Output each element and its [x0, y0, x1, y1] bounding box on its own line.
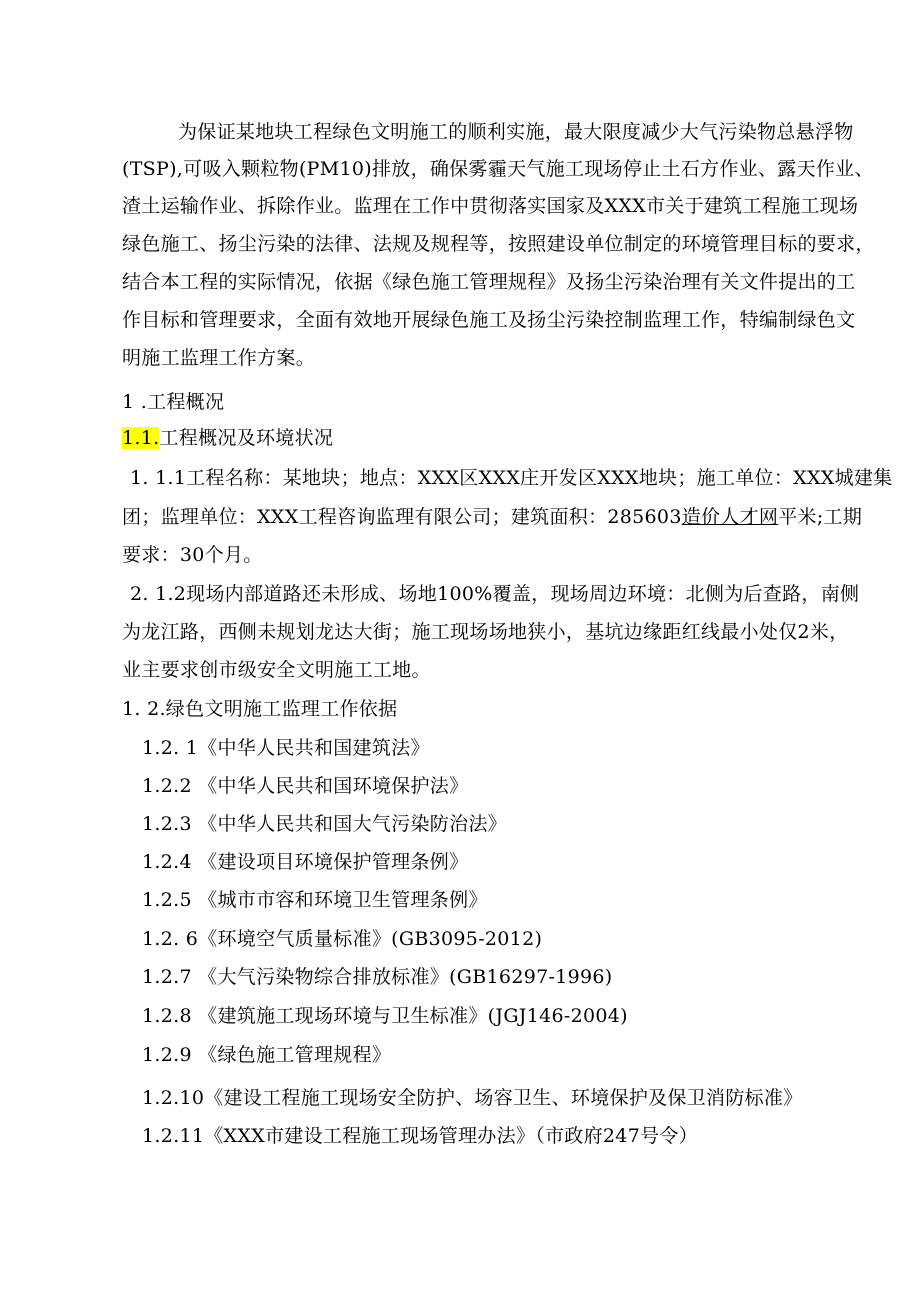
item-1-1-1-line: 1. 1.1工程名称：某地块；地点：XXX区XXX庄开发区XXX地块；施工单位：XXX城建集	[130, 467, 893, 489]
section-heading-1: 1 .工程概况	[122, 391, 225, 413]
item-1-1-1-line	[122, 505, 862, 529]
item-1-1-1-text: 团；监理单位：XXX工程咨询监理有限公司；建筑面积：285603	[122, 506, 682, 528]
section-heading-1-1-title: 工程概况及环境状况	[159, 427, 334, 449]
basis-item: 1.2.8 《建筑施工现场环境与卫生标准》(JGJ146-2004)	[142, 1005, 628, 1027]
intro-line: 为保证某地块工程绿色文明施工的顺利实施，最大限度减少大气污染物总悬浮物	[178, 121, 854, 143]
item-1-1-1-text: 平米;工期	[778, 506, 863, 528]
basis-item: 1.2.11《XXX市建设工程施工现场管理办法》（市政府247号令）	[142, 1125, 698, 1147]
section-heading-1-2: 1. 2.绿色文明施工监理工作依据	[122, 698, 398, 720]
intro-line: 作目标和管理要求，全面有效地开展绿色施工及扬尘污染控制监理工作，特编制绿色文	[122, 309, 856, 331]
item-1-1-2-line: 2. 1.2现场内部道路还未形成、场地100%覆盖，现场周边环境：北侧为后查路，南侧	[130, 583, 860, 605]
highlighted-section-number: 1.1.	[122, 427, 160, 449]
basis-item: 1.2. 1《中华人民共和国建筑法》	[142, 737, 430, 759]
intro-line: 绿色施工、扬尘污染的法律、法规及规程等，按照建设单位制定的环境管理目标的要求，	[122, 233, 875, 255]
basis-item: 1.2.7 《大气污染物综合排放标准》(GB16297-1996)	[142, 966, 613, 988]
intro-line: 明施工监理工作方案。	[122, 347, 316, 369]
basis-item: 1.2. 6《环境空气质量标准》(GB3095-2012)	[142, 928, 543, 950]
basis-item: 1.2.10《建设工程施工现场安全防护、场容卫生、环境保护及保卫消防标准》	[142, 1087, 803, 1109]
intro-line: 渣土运输作业、拆除作业。监理在工作中贯彻落实国家及XXX市关于建筑工程施工现场	[122, 195, 859, 217]
intro-line: 结合本工程的实际情况，依据《绿色施工管理规程》及扬尘污染治理有关文件提出的工	[122, 271, 856, 293]
basis-item: 1.2.2 《中华人民共和国环境保护法》	[142, 775, 469, 797]
basis-item: 1.2.5 《城市市容和环境卫生管理条例》	[142, 889, 488, 911]
basis-item: 1.2.4 《建设项目环境保护管理条例》	[142, 851, 469, 873]
item-1-1-2-line: 为龙江路，西侧未规划龙达大街；施工现场场地狭小，基坑边缘距红线最小处仅2米，	[122, 621, 849, 643]
section-heading-1-1	[122, 426, 333, 450]
intro-line: (TSP),可吸入颗粒物(PM10)排放，确保雾霾天气施工现场停止土石方作业、露天作业、	[122, 158, 874, 180]
basis-item: 1.2.9 《绿色施工管理规程》	[142, 1044, 392, 1066]
watermark-link[interactable]: 造价人才网	[681, 506, 779, 528]
basis-item: 1.2.3 《中华人民共和国大气污染防治法》	[142, 813, 507, 835]
item-1-1-2-line: 业主要求创市级安全文明施工工地。	[122, 659, 431, 681]
item-1-1-1-line: 要求：30个月。	[122, 544, 263, 566]
